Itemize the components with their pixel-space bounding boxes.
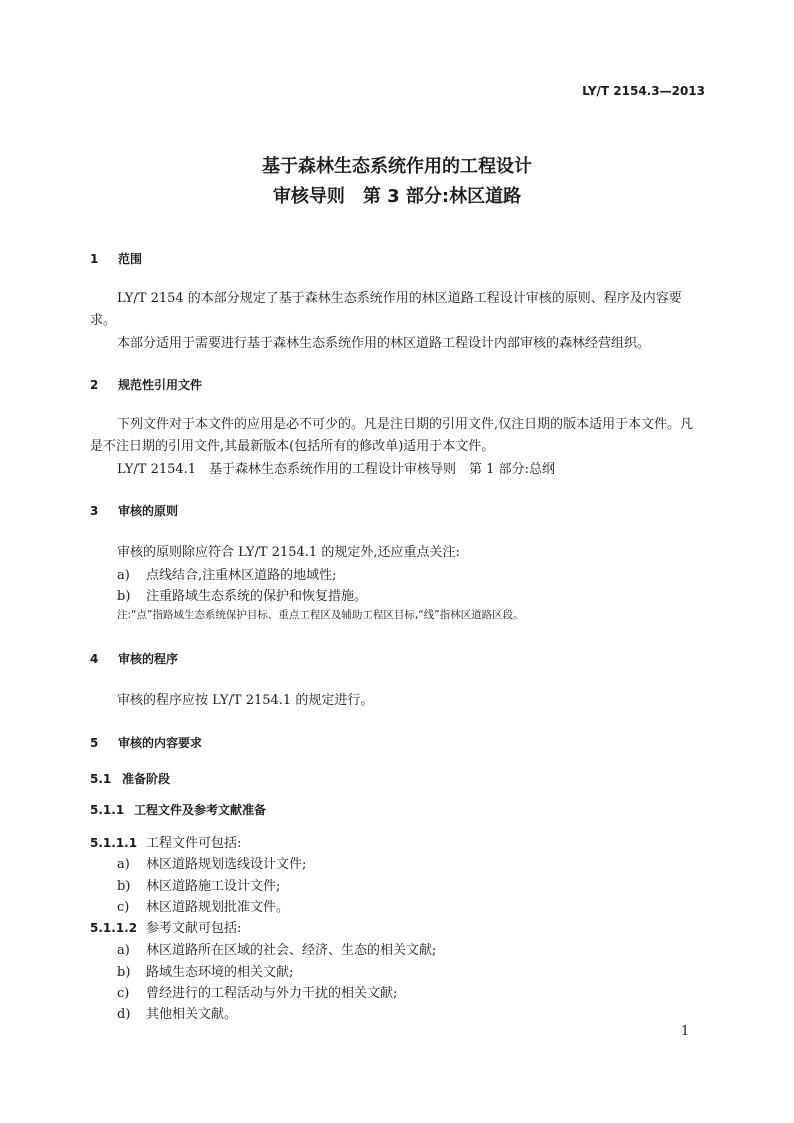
list-marker: d) [117,1007,131,1022]
list-item [117,961,293,980]
document-title-line1: 基于森林生态系统作用的工程设计 [262,156,532,177]
list-text: 其他相关文献。 [146,1007,238,1022]
section-1-paragraph-1: LY/T 2154 的本部分规定了基于森林生态系统作用的林区道路工程设计审核的原则、程序及内容要求。 [90,291,682,328]
section-number: 5.1 [90,772,112,786]
standard-code: LY/T 2154.3—2013 [582,84,705,98]
subsection-5-1-heading [90,770,170,787]
section-4-paragraph-1: 审核的程序应按 LY/T 2154.1 的规定进行。 [117,693,374,708]
document-title-line2: 审核导则 第 3 部分:林区道路 [272,186,522,207]
section-title: 审核的内容要求 [118,736,203,750]
list-marker: a) [117,857,130,872]
section-title: 审核的原则 [118,504,179,518]
section-title: 工程文件及参考文献准备 [134,803,267,817]
section-title: 审核的程序 [118,652,179,666]
list-text: 点线结合,注重林区道路的地域性; [146,568,337,583]
list-text: 林区道路规划选线设计文件; [146,857,307,872]
clause-text: 参考文献可包括: [146,921,242,936]
clause-text: 工程文件可包括: [146,836,242,851]
list-text: 曾经进行的工程活动与外力干扰的相关文献; [146,986,398,1001]
list-text: 林区道路施工设计文件; [146,879,281,894]
section-3-note: 注:“点”指路域生态系统保护目标、重点工程区及辅助工程区目标,“线”指林区道路区段。 [117,609,524,621]
section-5-heading [90,734,202,751]
section-1-paragraph-2: 本部分适用于需要进行基于森林生态系统作用的林区道路工程设计内部审核的森林经营组织。 [117,336,651,351]
clause-number: 5.1.1.1 [90,836,138,850]
section-4-heading [90,650,178,667]
list-item [117,939,436,958]
list-item [117,564,337,583]
list-item [117,982,397,1001]
list-text: 林区道路所在区域的社会、经济、生态的相关文献; [146,943,437,958]
section-number: 4 [90,652,99,666]
section-title: 规范性引用文件 [118,378,203,392]
section-2-heading [90,376,202,393]
subsection-5-1-1-heading [90,801,266,818]
list-marker: b) [117,589,131,604]
clause-5-1-1-2 [90,917,241,936]
list-marker: a) [117,568,130,583]
list-item [117,1003,237,1022]
list-marker: c) [117,900,130,915]
list-marker: b) [117,965,131,980]
section-number: 5 [90,736,99,750]
list-text: 林区道路规划批准文件。 [146,900,290,915]
list-text: 路域生态环境的相关文献; [146,965,294,980]
section-number: 1 [90,252,99,266]
section-number: 3 [90,504,99,518]
section-2-paragraph-1: 下列文件对于本文件的应用是必不可少的。凡是注日期的引用文件,仅注日期的版本适用于本文件。凡是不注日期的引用文件,其最新版本(包括所有的修改单)适用于本文件。 [90,417,694,454]
section-3-paragraph-1: 审核的原则除应符合 LY/T 2154.1 的规定外,还应重点关注: [117,545,460,560]
list-item [117,585,367,604]
section-2-reference: LY/T 2154.1 基于森林生态系统作用的工程设计审核导则 第 1 部分:总纲 [117,462,555,477]
section-number: 5.1.1 [90,803,125,817]
section-title: 准备阶段 [122,772,171,786]
section-number: 2 [90,378,99,392]
section-3-heading [90,502,178,519]
section-1-heading [90,250,142,267]
list-text: 注重路域生态系统的保护和恢复措施。 [146,589,368,604]
clause-5-1-1-1 [90,832,241,851]
list-item [117,853,306,872]
list-item [117,875,280,894]
list-marker: a) [117,943,130,958]
list-item [117,896,289,915]
section-title: 范围 [118,252,143,266]
page-number: 1 [681,1024,690,1039]
list-marker: c) [117,986,130,1001]
clause-number: 5.1.1.2 [90,921,138,935]
list-marker: b) [117,879,131,894]
